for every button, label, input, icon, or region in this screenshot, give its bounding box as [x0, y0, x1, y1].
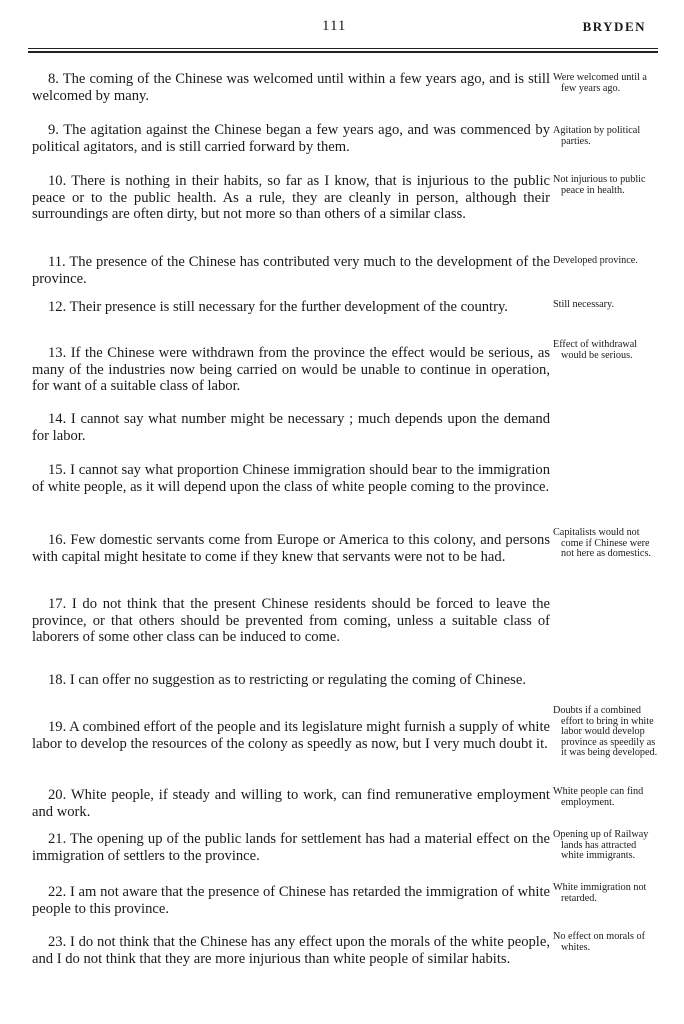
- margin-note-text: Doubts if a combined effort to bring in white labor would develop province as speedily as it was being developed.: [553, 705, 658, 759]
- paragraph-text: 17. I do not think that the present Chinese residents should be forced to leave the province, or that others should be prevented from coming, unless a suitable class of laborers of some other class can be induced to come.: [32, 596, 550, 646]
- margin-note-9: [553, 126, 661, 147]
- paragraph-10: [32, 173, 550, 223]
- margin-note-23: [553, 932, 661, 953]
- page-number: 111: [322, 18, 347, 34]
- paragraph-text: 14. I cannot say what number might be necessary ; much depends upon the demand for labor.: [32, 411, 550, 444]
- paragraph-16: [32, 532, 550, 565]
- paragraph-8: [32, 71, 550, 104]
- paragraph-12: [32, 299, 550, 316]
- margin-note-21: [553, 830, 661, 862]
- running-head: BRYDEN: [582, 19, 646, 34]
- margin-note-text: Not injurious to public peace in health.: [553, 174, 646, 196]
- margin-note-text: Still necessary.: [553, 299, 615, 310]
- paragraph-text: 16. Few domestic servants come from Europe or America to this colony, and persons with capital might hesitate to come if they knew that servants were not to be had.: [32, 532, 550, 565]
- margin-note-text: No effect on morals of whites.: [553, 931, 646, 953]
- margin-note-11: [553, 256, 661, 267]
- margin-note-text: White people can find employment.: [553, 786, 644, 808]
- margin-note-text: Were welcomed until a few years ago.: [553, 72, 647, 94]
- paragraph-text: 22. I am not aware that the presence of Chinese has retarded the immigration of white people to this province.: [32, 884, 550, 917]
- margin-note-8: [553, 73, 661, 94]
- paragraph-22: [32, 884, 550, 917]
- margin-note-10: [553, 175, 661, 196]
- paragraph-text: 11. The presence of the Chinese has contributed very much to the development of the province.: [32, 254, 550, 287]
- paragraph-text: 12. Their presence is still necessary for the further development of the country.: [48, 299, 508, 315]
- paragraph-text: 10. There is nothing in their habits, so far as I know, that is injurious to the public peace or to the public health. As a rule, they are cleanly in person, although their surroundings are often dirty, but not more so than others of a similar class.: [32, 173, 550, 223]
- header-rule-thick: [28, 51, 658, 53]
- margin-note-20: [553, 787, 661, 808]
- paragraph-18: [32, 672, 550, 689]
- paragraph-19: [32, 719, 550, 752]
- paragraph-9: [32, 122, 550, 155]
- paragraph-17: [32, 596, 550, 646]
- margin-note-12: [553, 300, 661, 311]
- paragraph-text: 9. The agitation against the Chinese began a few years ago, and was commenced by political agitators, and is still carried forward by them.: [32, 122, 550, 155]
- paragraph-13: [32, 345, 550, 395]
- margin-note-text: White immigration not retarded.: [553, 882, 647, 904]
- paragraph-21: [32, 831, 550, 864]
- paragraph-text: 15. I cannot say what proportion Chinese immigration should bear to the immigration of white people, as it will depend upon the class of white people coming to the province.: [32, 462, 550, 495]
- margin-note-22: [553, 883, 661, 904]
- margin-note-text: Developed province.: [553, 255, 638, 266]
- paragraph-23: [32, 934, 550, 967]
- paragraph-text: 20. White people, if steady and willing to work, can find remunerative employment and work.: [32, 787, 550, 820]
- header-rule-thin: [28, 48, 658, 49]
- margin-note-text: Capitalists would not come if Chinese were not here as domestics.: [553, 527, 651, 560]
- page-header: [0, 18, 684, 42]
- paragraph-text: 8. The coming of the Chinese was welcomed until within a few years ago, and is still welcomed by many.: [32, 71, 550, 104]
- paragraph-11: [32, 254, 550, 287]
- margin-note-16: [553, 528, 661, 560]
- margin-note-text: Opening up of Railway lands has attracted white immigrants.: [553, 829, 649, 862]
- paragraph-text: 13. If the Chinese were withdrawn from the province the effect would be serious, as many of the industries now being carried on would be unable to continue in operation, for want of a suitable class of labor.: [32, 345, 550, 395]
- paragraph-15: [32, 462, 550, 495]
- paragraph-text: 18. I can offer no suggestion as to restricting or regulating the coming of Chinese.: [48, 672, 526, 688]
- paragraph-text: 21. The opening up of the public lands for settlement has had a material effect on the immigration of settlers to the province.: [32, 831, 550, 864]
- margin-note-13: [553, 340, 661, 361]
- paragraph-20: [32, 787, 550, 820]
- paragraph-text: 19. A combined effort of the people and its legislature might furnish a supply of white labor to develop the resources of the colony as speedly as now, but I very much doubt it.: [32, 719, 550, 752]
- margin-note-text: Effect of withdrawal would be serious.: [553, 339, 638, 361]
- margin-note-text: Agitation by political parties.: [553, 125, 641, 147]
- paragraph-text: 23. I do not think that the Chinese has any effect upon the morals of the white people, and I do not think that they are more injurious than white people of similar habits.: [32, 934, 550, 967]
- paragraph-14: [32, 411, 550, 444]
- margin-note-19: [553, 706, 661, 759]
